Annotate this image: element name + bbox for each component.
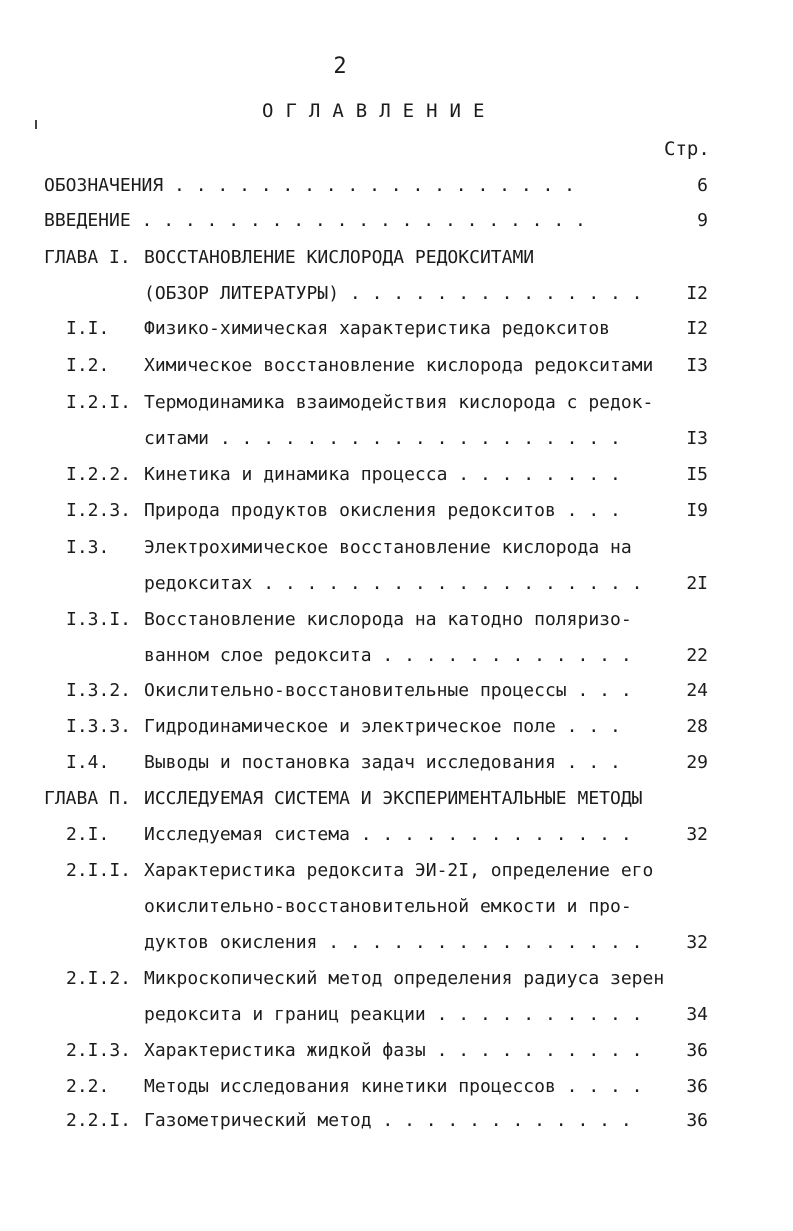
- toc-line: [0, 318, 793, 348]
- toc-line: [0, 788, 793, 818]
- toc-line-text: Микроскопический метод определения радиуса зерен: [144, 968, 665, 989]
- toc-line-page: 36: [686, 1110, 708, 1131]
- toc-line-number: I.2.3.: [66, 500, 132, 521]
- toc-line-page: 6: [697, 175, 708, 196]
- toc-line-text: ОБОЗНАЧЕНИЯ . . . . . . . . . . . . . . . . . . .: [44, 175, 576, 196]
- toc-line-page: 28: [686, 716, 708, 737]
- toc-line: [0, 537, 793, 567]
- toc-line-number: I.4.: [66, 752, 110, 773]
- toc-line-number: 2.2.: [66, 1076, 110, 1097]
- toc-heading: ОГЛАВЛЕНИЕ: [262, 100, 497, 122]
- toc-line-number: I.3.I.: [66, 609, 132, 630]
- toc-line: [0, 609, 793, 639]
- toc-line-text: Методы исследования кинетики процессов . . . .: [144, 1076, 643, 1097]
- toc-line: [0, 573, 793, 603]
- toc-line-number: I.2.: [66, 355, 110, 376]
- toc-line: [0, 824, 793, 854]
- toc-line-text: дуктов окисления . . . . . . . . . . . . . . .: [144, 932, 643, 953]
- toc-line-page: I3: [686, 428, 708, 449]
- toc-line-number: 2.2.I.: [66, 1110, 132, 1131]
- toc-line: [0, 1004, 793, 1034]
- toc-line-number: I.2.I.: [66, 392, 132, 413]
- toc-line: [0, 1040, 793, 1070]
- toc-line-page: 34: [686, 1004, 708, 1025]
- toc-line-number: 2.I.2.: [66, 968, 132, 989]
- toc-line: [0, 428, 793, 458]
- toc-line-page: I9: [686, 500, 708, 521]
- toc-line-text: Характеристика жидкой фазы . . . . . . . . . .: [144, 1040, 643, 1061]
- toc-line: [0, 247, 793, 277]
- toc-line-text: ВОССТАНОВЛЕНИЕ КИСЛОРОДА РЕДОКСИТАМИ: [144, 247, 535, 268]
- toc-line-text: редоксита и границ реакции . . . . . . . . . .: [144, 1004, 643, 1025]
- toc-line-text: Природа продуктов окисления редокситов . . .: [144, 500, 621, 521]
- toc-line-number: I.3.2.: [66, 680, 132, 701]
- toc-line: [0, 355, 793, 385]
- toc-line: [0, 932, 793, 962]
- toc-line: [0, 500, 793, 530]
- toc-line-text: ИССЛЕДУЕМАЯ СИСТЕМА И ЭКСПЕРИМЕНТАЛЬНЫЕ МЕТОДЫ: [144, 788, 643, 809]
- toc-line: [0, 392, 793, 422]
- toc-line: [0, 680, 793, 710]
- page-number: 2: [333, 54, 347, 79]
- toc-line-text: Характеристика редоксита ЭИ-2I, определение его: [144, 860, 654, 881]
- toc-line-page: I5: [686, 464, 708, 485]
- toc-line: [0, 860, 793, 890]
- toc-line-page: 32: [686, 932, 708, 953]
- toc-line-page: 36: [686, 1040, 708, 1061]
- toc-line-text: Кинетика и динамика процесса . . . . . . . .: [144, 464, 621, 485]
- toc-line-number: ГЛАВА I.: [44, 247, 131, 268]
- toc-line-page: 22: [686, 645, 708, 666]
- margin-mark: [35, 120, 37, 129]
- toc-line-page: I2: [686, 283, 708, 304]
- toc-line-number: I.3.3.: [66, 716, 132, 737]
- toc-line: [0, 1110, 793, 1140]
- toc-line: [0, 210, 793, 240]
- toc-line-text: Гидродинамическое и электрическое поле . . .: [144, 716, 621, 737]
- toc-line-text: (ОБЗОР ЛИТЕРАТУРЫ) . . . . . . . . . . . . . .: [144, 283, 643, 304]
- toc-line-page: I2: [686, 318, 708, 339]
- page-column-label: Стр.: [664, 138, 710, 160]
- toc-line-text: ситами . . . . . . . . . . . . . . . . . . .: [144, 428, 621, 449]
- toc-line-text: ванном слое редоксита . . . . . . . . . . . .: [144, 645, 632, 666]
- toc-line: [0, 896, 793, 926]
- toc-line: [0, 283, 793, 313]
- toc-line-text: Исследуемая система . . . . . . . . . . . . .: [144, 824, 632, 845]
- toc-line-text: Физико-химическая характеристика редокситов: [144, 318, 610, 339]
- toc-line-text: Газометрический метод . . . . . . . . . . . .: [144, 1110, 632, 1131]
- toc-line: [0, 716, 793, 746]
- toc-line-page: 2I: [686, 573, 708, 594]
- toc-line-text: Окислительно-восстановительные процессы . . .: [144, 680, 632, 701]
- toc-line-text: Электрохимическое восстановление кислорода на: [144, 537, 632, 558]
- toc-line-text: ВВЕДЕНИЕ . . . . . . . . . . . . . . . . . . . . .: [44, 210, 586, 231]
- toc-line-text: Восстановление кислорода на катодно поляризо-: [144, 609, 632, 630]
- toc-line-number: I.I.: [66, 318, 110, 339]
- toc-line: [0, 752, 793, 782]
- toc-line-page: 32: [686, 824, 708, 845]
- toc-line: [0, 175, 793, 205]
- toc-line-page: 29: [686, 752, 708, 773]
- toc-line-number: 2.I.I.: [66, 860, 132, 881]
- toc-line: [0, 968, 793, 998]
- toc-line-number: I.2.2.: [66, 464, 132, 485]
- toc-line: [0, 1076, 793, 1106]
- toc-line-text: Выводы и постановка задач исследования . . .: [144, 752, 621, 773]
- toc-line-text: редокситах . . . . . . . . . . . . . . . . . .: [144, 573, 643, 594]
- toc-line-text: Химическое восстановление кислорода редокситами: [144, 355, 654, 376]
- toc-line-number: 2.I.: [66, 824, 110, 845]
- toc-line-page: I3: [686, 355, 708, 376]
- toc-line: [0, 464, 793, 494]
- toc-line-number: ГЛАВА П.: [44, 788, 131, 809]
- toc-line-text: окислительно-восстановительной емкости и про-: [144, 896, 632, 917]
- toc-line-page: 24: [686, 680, 708, 701]
- toc-line-page: 9: [697, 210, 708, 231]
- toc-line-number: 2.I.3.: [66, 1040, 132, 1061]
- toc-line-page: 36: [686, 1076, 708, 1097]
- toc-line-text: Термодинамика взаимодействия кислорода с редок-: [144, 392, 654, 413]
- toc-line: [0, 645, 793, 675]
- toc-line-number: I.3.: [66, 537, 110, 558]
